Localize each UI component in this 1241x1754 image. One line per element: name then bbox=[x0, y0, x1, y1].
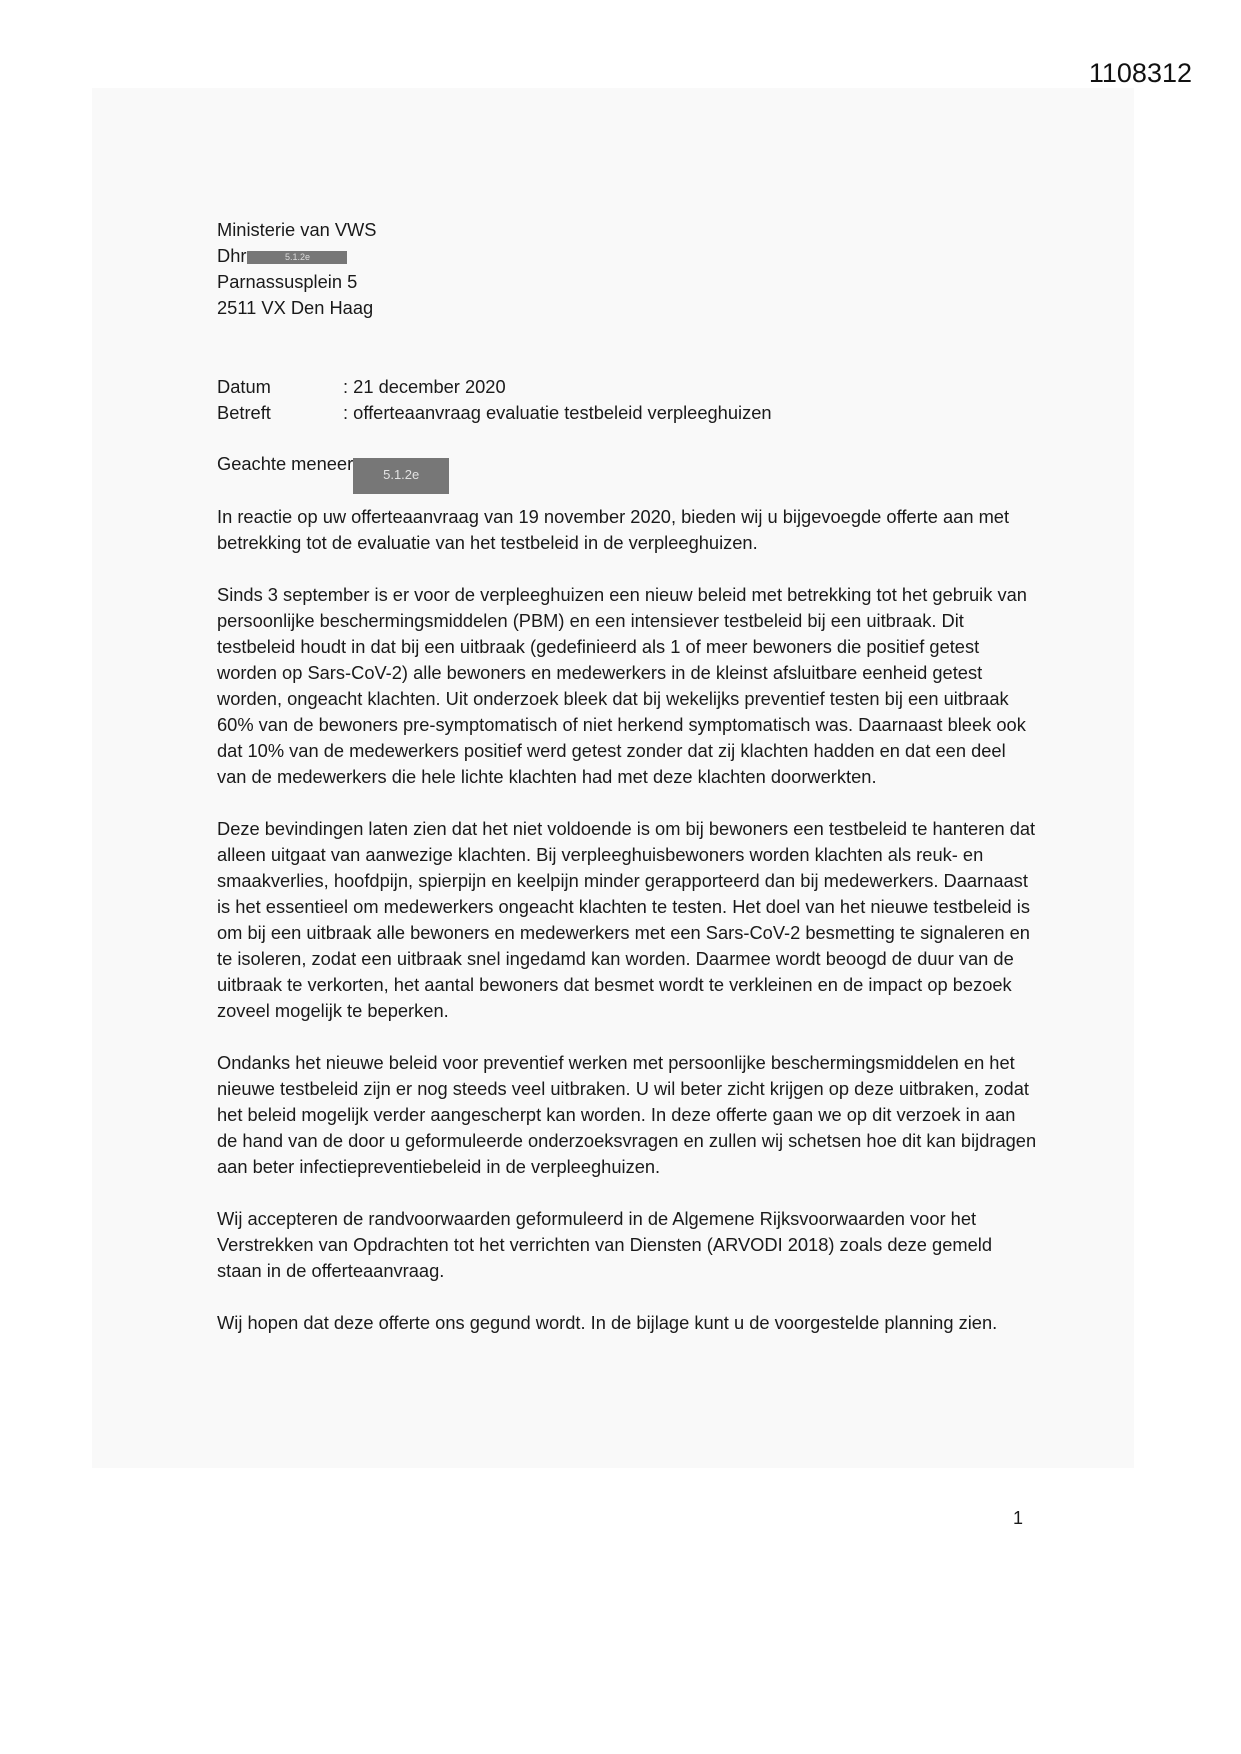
letter-meta bbox=[217, 374, 772, 426]
subject-row bbox=[217, 400, 772, 426]
date-row bbox=[217, 374, 772, 400]
recipient-street: Parnassusplein 5 bbox=[217, 271, 358, 292]
recipient-city: 2511 VX Den Haag bbox=[217, 297, 374, 318]
salutation bbox=[217, 451, 449, 494]
paragraph: In reactie op uw offerteaanvraag van 19 november 2020, bieden wij u bijgevoegde offerte aan met betrekking tot de evaluatie van het testbeleid in de verpleeghuizen. bbox=[217, 506, 1010, 553]
paragraph: Sinds 3 september is er voor de verpleeghuizen een nieuw beleid met betrekking tot het gebruik van persoonlijke beschermingsmiddelen (PBM) en een intensiever testbeleid bij een uitbraak. Dit testbeleid houdt in dat bij een uitbraak (gedefinieerd als 1 of meer bewoners die positief getest worden op Sars-CoV-2) alle bewoners en medewerkers in de kleinst afsluitbare eenheid getest worden, ongeacht klachten. Uit onderzoek bleek dat bij wekelijks preventief testen bij een uitbraak 60% van de bewoners pre-symptomatisch of niet herkend symptomatisch was. Daarnaast bleek ook dat 10% van de medewerkers positief werd getest zonder dat zij klachten hadden en dat een deel van de medewerkers die hele lichte klachten had met deze klachten doorwerkten. bbox=[217, 584, 1027, 787]
salutation-text: Geachte meneer bbox=[217, 453, 354, 474]
paragraph: Wij accepteren de randvoorwaarden geformuleerd in de Algemene Rijksvoorwaarden voor het Verstrekken van Opdrachten tot het verrichten van Diensten (ARVODI 2018) zoals deze gemeld staan in de offerteaanvraag. bbox=[217, 1208, 992, 1281]
document-id: 1108312 bbox=[1088, 58, 1192, 88]
date-value: : 21 december 2020 bbox=[343, 376, 506, 397]
recipient-org: Ministerie van VWS bbox=[217, 219, 377, 240]
paragraph: Ondanks het nieuwe beleid voor preventief werken met persoonlijke beschermingsmiddelen en het nieuwe testbeleid zijn er nog steeds veel uitbraken. U wil beter zicht krijgen op deze uitbraken, zodat het beleid mogelijk verder aangescherpt kan worden. In deze offerte gaan we op dit verzoek in aan de hand van de door u geformuleerde onderzoeksvragen en zullen wij schetsen hoe dit kan bijdragen aan beter infectiepreventiebeleid in de verpleeghuizen. bbox=[217, 1052, 1037, 1177]
recipient-prefix: Dhr bbox=[217, 245, 247, 266]
recipient-address bbox=[217, 217, 377, 321]
redaction-box: 5.1.2e bbox=[247, 251, 347, 264]
date-label: Datum bbox=[217, 376, 271, 397]
subject-label: Betreft bbox=[217, 402, 271, 423]
recipient-name-line bbox=[217, 243, 377, 269]
page-number: 1 bbox=[1013, 1508, 1024, 1528]
letter-body bbox=[217, 504, 1037, 1362]
paragraph: Deze bevindingen laten zien dat het niet voldoende is om bij bewoners een testbeleid te hanteren dat alleen uitgaat van aanwezige klachten. Bij verpleeghuisbewoners worden klachten als reuk- en smaakverlies, hoofdpijn, spierpijn en keelpijn minder gerapporteerd dan bij medewerkers. Daarnaast is het essentieel om medewerkers ongeacht klachten te testen. Het doel van het nieuwe testbeleid is om bij een uitbraak alle bewoners en medewerkers met een Sars-CoV-2 besmetting te signaleren en te isoleren, zodat een uitbraak snel ingedamd kan worden. Daarmee wordt beoogd de duur van de uitbraak te verkorten, het aantal bewoners dat besmet wordt te verkleinen en de impact op bezoek zoveel mogelijk te beperken. bbox=[217, 818, 1036, 1021]
subject-value: : offerteaanvraag evaluatie testbeleid verpleeghuizen bbox=[343, 402, 772, 423]
paragraph: Wij hopen dat deze offerte ons gegund wordt. In de bijlage kunt u de voorgestelde planning zien. bbox=[217, 1312, 998, 1333]
redaction-box: 5.1.2e bbox=[353, 458, 449, 494]
